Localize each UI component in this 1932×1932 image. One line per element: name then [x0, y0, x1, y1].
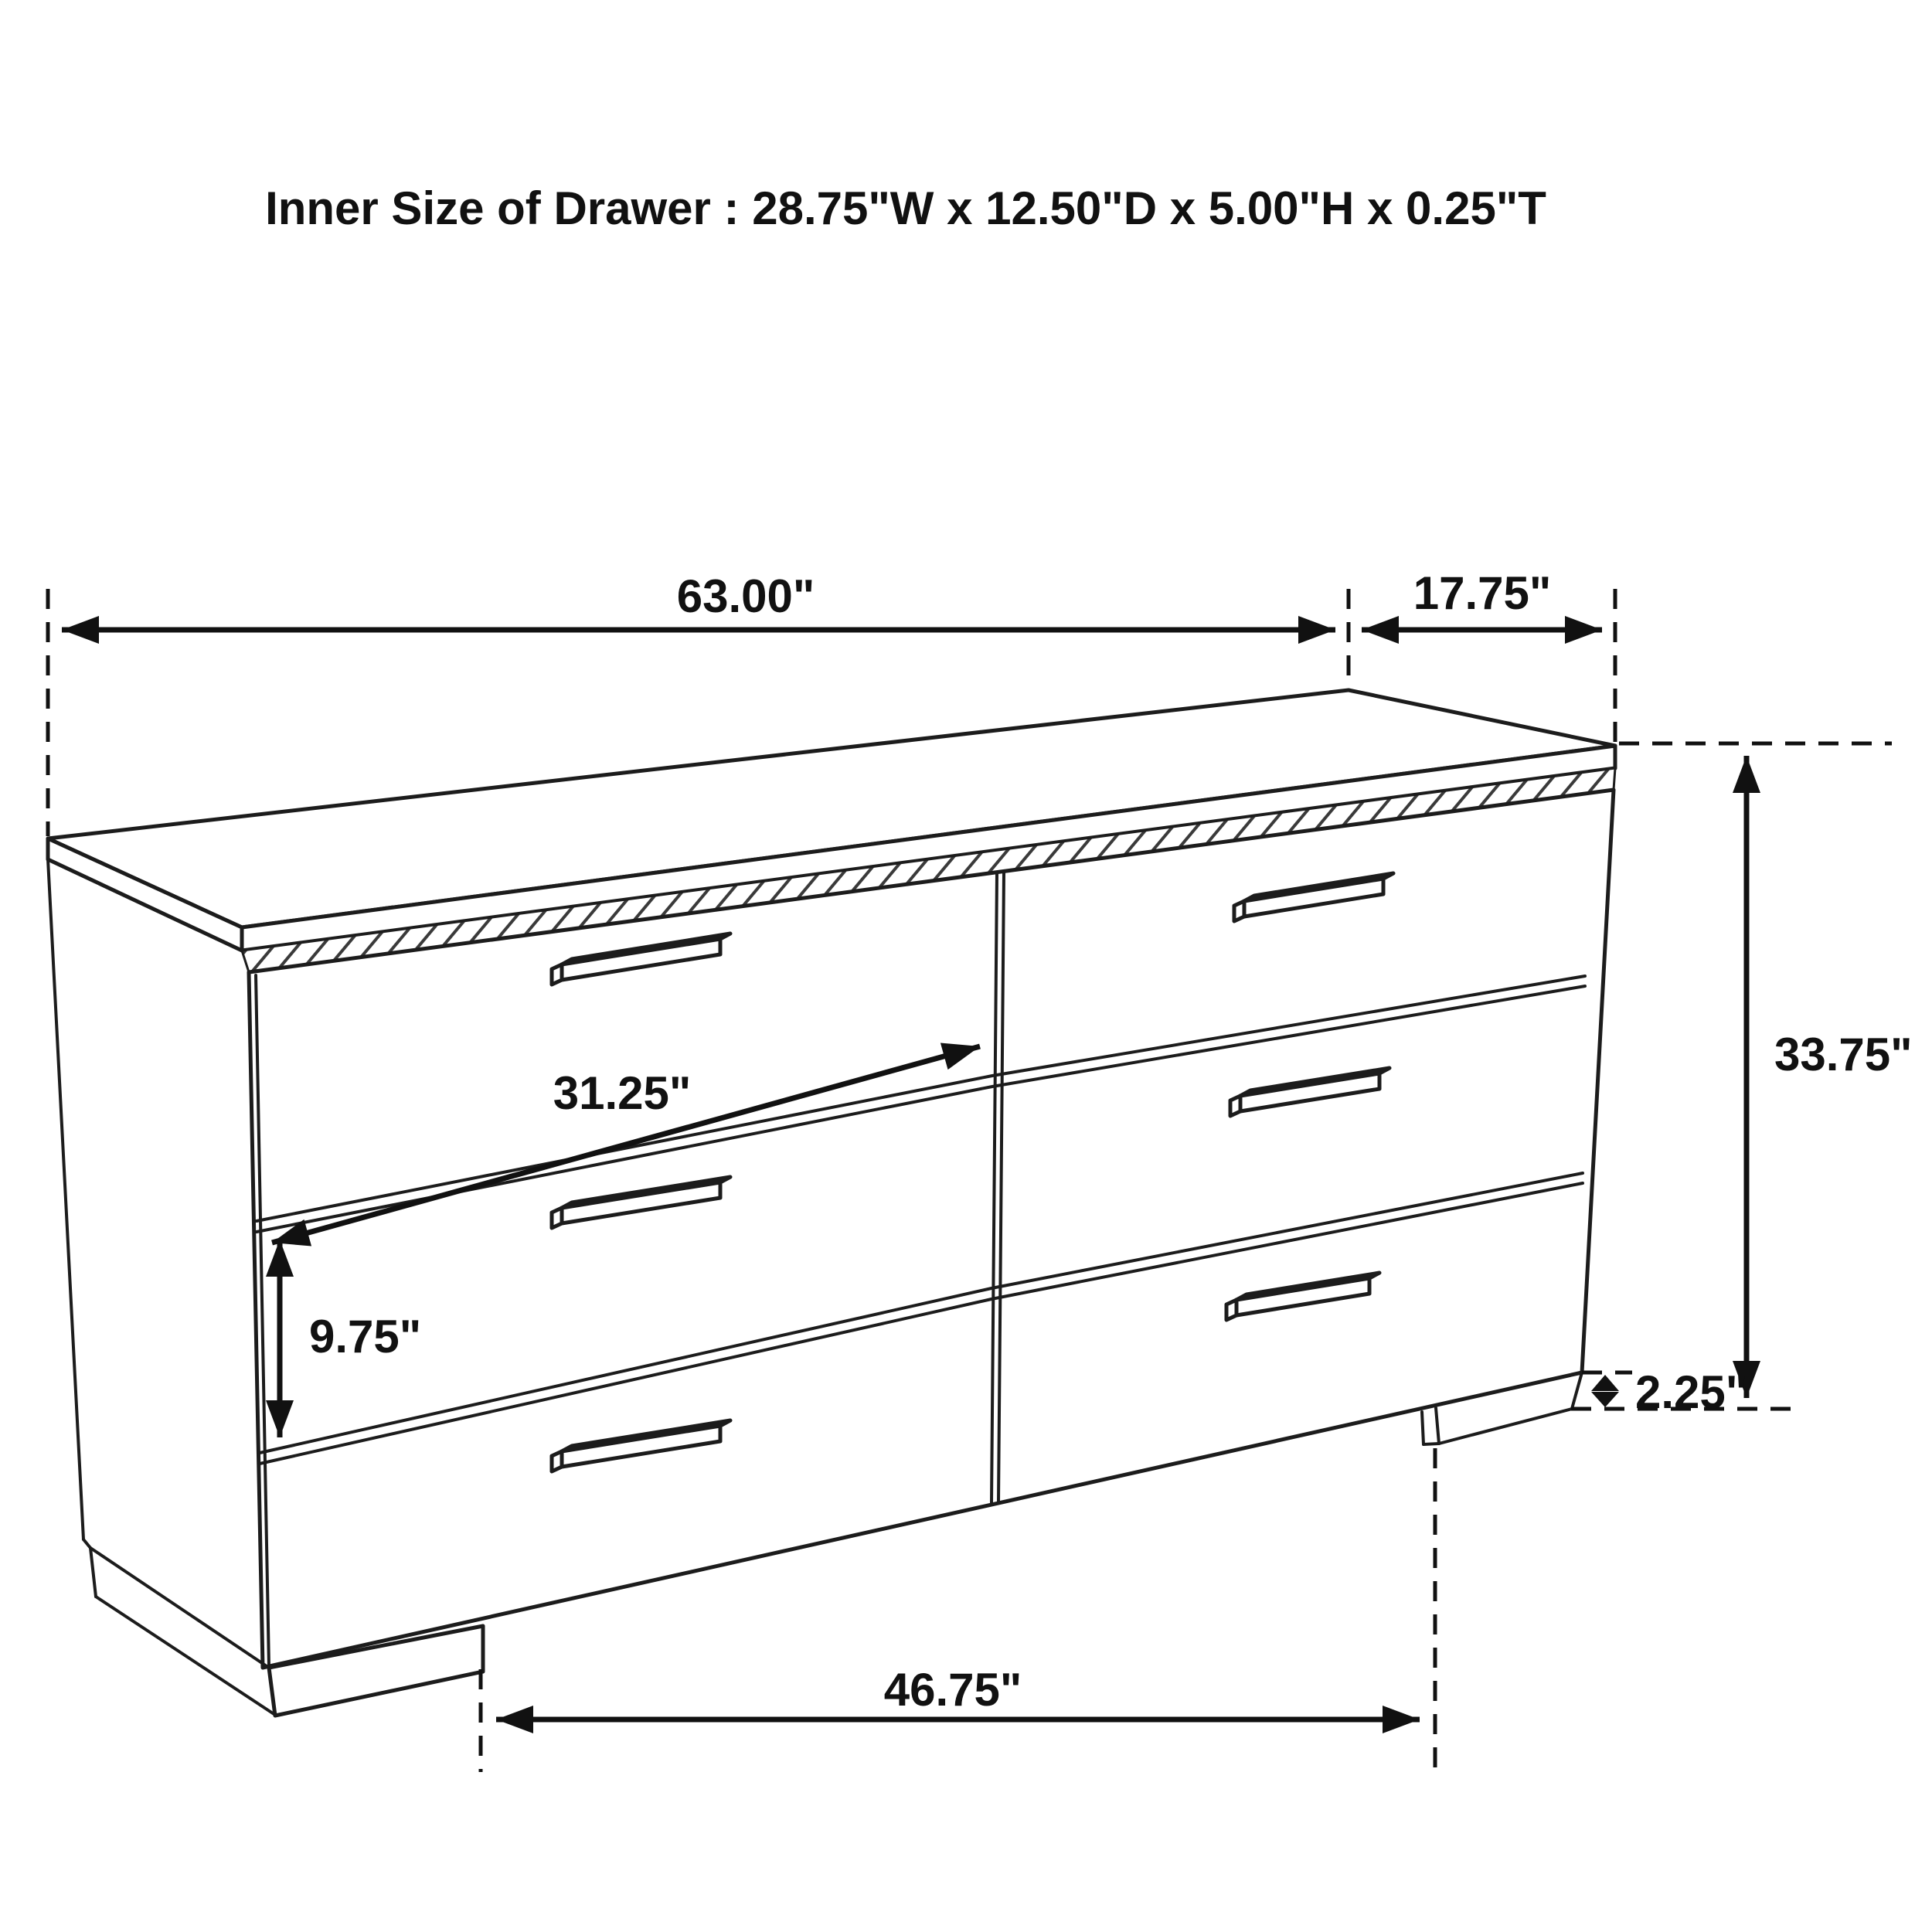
handle-end-cap [1234, 901, 1244, 921]
left-side-silhouette-line [48, 859, 83, 1539]
base-span-label: 46.75" [883, 1664, 1022, 1716]
left-side-base-step-line [83, 1539, 90, 1548]
handle-end-cap [552, 1208, 562, 1228]
top-depth-label: 17.75" [1413, 567, 1552, 619]
left-base-bottom-edge [96, 1597, 275, 1715]
right-base-right-edge [1572, 1372, 1582, 1409]
base-height-arrow-down [1591, 1392, 1619, 1407]
overall-height-label: 33.75" [1774, 1029, 1913, 1080]
page-title: Inner Size of Drawer : 28.75"W x 12.50"D x 5.00"H x 0.25"T [265, 182, 1546, 234]
drawer-height-label: 9.75" [309, 1311, 422, 1362]
right-base-bottom-edge [1439, 1409, 1572, 1444]
handle-end-cap [552, 1451, 562, 1471]
dimension-overall-height [1571, 743, 1913, 1409]
left-base-top-edge [90, 1548, 269, 1668]
right-leg-left-edge [1422, 1412, 1423, 1444]
handle-end-cap [552, 964, 562, 985]
dresser-drawing [48, 690, 1615, 1716]
base-height-label: 2.25" [1635, 1366, 1748, 1418]
left-base-front-corner-edge [90, 1548, 96, 1597]
overall-width-label: 63.00" [676, 570, 815, 622]
handle-end-cap [1230, 1096, 1240, 1116]
base-height-arrow-up [1591, 1375, 1619, 1391]
right-leg-right-edge [1436, 1408, 1439, 1444]
drawer-width-label: 31.25" [553, 1067, 692, 1119]
handle-end-cap [1226, 1300, 1236, 1320]
